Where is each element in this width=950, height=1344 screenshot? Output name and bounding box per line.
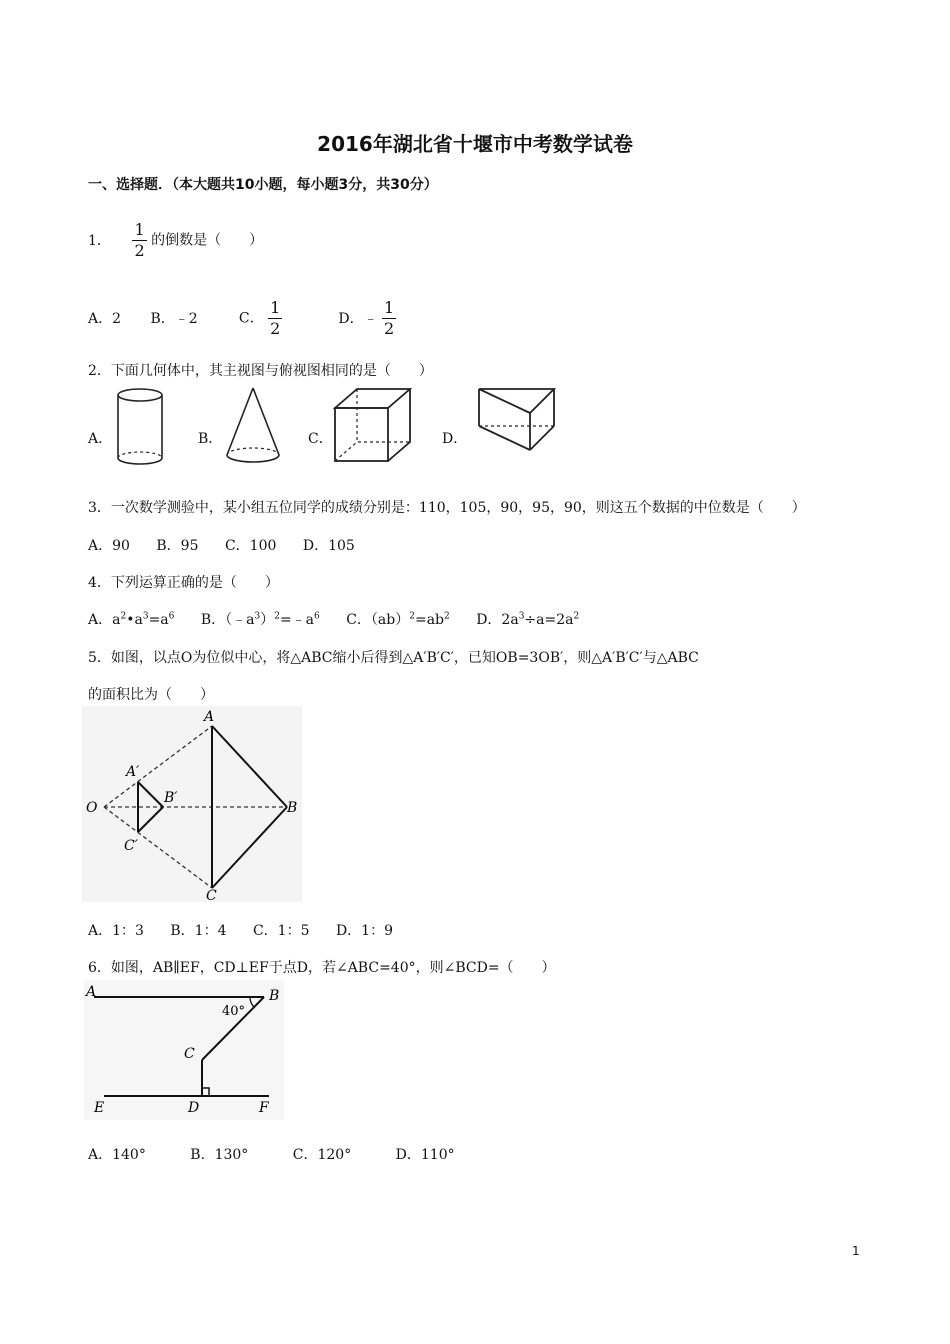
page-title: 2016年湖北省十堰市中考数学试卷 xyxy=(317,132,633,156)
label-D: D xyxy=(188,1100,200,1116)
q1-option-c-den: 2 xyxy=(270,319,281,338)
q6-option-a: A．140° xyxy=(88,1147,146,1163)
q6-options xyxy=(88,1144,477,1164)
label-B: B xyxy=(269,988,280,1004)
q5-option-d: D．1：9 xyxy=(335,923,393,939)
q4-b-exp1: 3 xyxy=(254,611,261,622)
label-B: B xyxy=(287,800,298,816)
q4-a-base: a xyxy=(112,612,121,628)
q5-option-c: C．1：5 xyxy=(252,923,310,939)
page-number: 1 xyxy=(852,1244,860,1258)
q4-d-mid: ÷a=2a xyxy=(524,612,574,628)
q1-fraction xyxy=(132,220,146,261)
angle-label: 40° xyxy=(222,1004,246,1019)
cone-figure xyxy=(222,385,284,469)
label-B-prime: B′ xyxy=(164,790,178,806)
q4-b-prefix: B．（﹣a xyxy=(200,612,255,628)
question-5-line2: 的面积比为（ ） xyxy=(88,687,214,703)
label-C: C xyxy=(206,888,217,902)
question-1 xyxy=(88,220,263,261)
q1-option-c xyxy=(239,298,334,339)
label-A-prime: A′ xyxy=(126,764,140,780)
q1-option-d-fraction xyxy=(382,298,396,339)
q2-label-b: B． xyxy=(198,431,223,447)
q4-b-exp3: 6 xyxy=(314,611,320,622)
q4-c-mid: =ab xyxy=(414,612,445,628)
q4-b-mid: ） xyxy=(260,612,275,628)
label-E: E xyxy=(94,1100,105,1116)
q3-option-d: D．105 xyxy=(302,538,355,554)
q4-a-exp1: 2 xyxy=(120,611,127,622)
q4-b-end: =﹣a xyxy=(279,612,315,628)
question-5-line1: 5．如图，以点O为位似中心，将△ABC缩小后得到△A′B′C′，已知OB=3OB′，则△A′B′C′与△ABC xyxy=(88,650,699,666)
q4-options xyxy=(88,609,601,629)
q1-options xyxy=(88,298,396,339)
q1-number: 1． xyxy=(88,232,111,249)
q4-option-c xyxy=(346,609,450,629)
q4-a-prefix: A． xyxy=(88,612,113,628)
q1-option-b: B．﹣2 xyxy=(150,310,198,327)
q1-option-d xyxy=(338,298,396,338)
q4-d-exp1: 3 xyxy=(518,611,525,622)
q1-option-d-num: 1 xyxy=(384,298,395,317)
q4-option-d xyxy=(476,609,579,629)
label-O: O xyxy=(86,800,98,816)
question-2: 2．下面几何体中，其主视图与俯视图相同的是（ ） xyxy=(88,363,433,379)
q4-d-prefix: D．2a xyxy=(476,612,519,628)
q6-option-b: B．130° xyxy=(190,1147,249,1163)
label-C: C xyxy=(184,1046,195,1062)
q4-a-exp2: 3 xyxy=(142,611,149,622)
section-heading: 一、选择题．（本大题共10小题，每小题3分，共30分） xyxy=(88,177,438,193)
q4-b-exp2: 2 xyxy=(274,611,280,622)
q1-option-d-den: 2 xyxy=(384,319,395,338)
question-4: 4．下列运算正确的是（ ） xyxy=(88,575,279,591)
label-F: F xyxy=(259,1100,269,1116)
q1-frac-numerator: 1 xyxy=(134,220,145,239)
q5-option-a: A．1：3 xyxy=(88,923,144,939)
q2-label-a: A． xyxy=(88,431,113,447)
label-A: A xyxy=(86,984,97,1000)
cylinder-figure xyxy=(112,386,168,470)
q1-option-c-prefix: C． xyxy=(238,310,264,327)
q3-option-c: C．100 xyxy=(224,538,277,554)
parallel-lines-figure xyxy=(84,980,284,1120)
q3-option-a: A．90 xyxy=(88,538,130,554)
q6-option-c: C．120° xyxy=(292,1147,352,1163)
prism-figure xyxy=(474,386,558,458)
q4-a-mid: =a xyxy=(148,612,169,628)
q1-frac-denominator: 2 xyxy=(134,241,145,260)
q1-option-d-prefix: D．﹣ xyxy=(338,310,378,327)
q3-options xyxy=(88,535,377,555)
q4-c-exp2: 2 xyxy=(444,611,450,622)
homothety-figure xyxy=(82,706,302,902)
q4-option-a xyxy=(88,609,174,629)
label-C-prime: C′ xyxy=(124,838,138,854)
q1-text: 的倒数是（ ） xyxy=(151,232,264,249)
cube-figure xyxy=(332,386,414,466)
q5-options xyxy=(88,920,415,940)
q4-a-dot: •a xyxy=(126,612,143,628)
q4-c-prefix: C．（ab） xyxy=(346,612,410,628)
q4-option-b xyxy=(201,609,320,629)
q4-a-exp3: 6 xyxy=(168,611,175,622)
q1-option-c-num: 1 xyxy=(270,298,281,317)
q4-c-exp1: 2 xyxy=(409,611,415,622)
q1-option-a: A．2 xyxy=(88,310,122,327)
q2-label-d: D． xyxy=(442,431,468,447)
question-6: 6．如图，AB∥EF，CD⊥EF于点D，若∠ABC=40°，则∠BCD=（ ） xyxy=(88,960,556,976)
label-A: A xyxy=(204,709,215,725)
q4-d-exp2: 2 xyxy=(573,611,580,622)
q5-option-b: B．1：4 xyxy=(170,923,227,939)
q1-option-c-fraction xyxy=(268,298,282,339)
q6-option-d: D．110° xyxy=(395,1147,455,1163)
q3-option-b: B．95 xyxy=(156,538,199,554)
q2-label-c: C． xyxy=(308,431,333,447)
question-3: 3．一次数学测验中，某小组五位同学的成绩分别是：110，105，90，95，90，则这五个数据的中位数是（ ） xyxy=(88,500,806,516)
